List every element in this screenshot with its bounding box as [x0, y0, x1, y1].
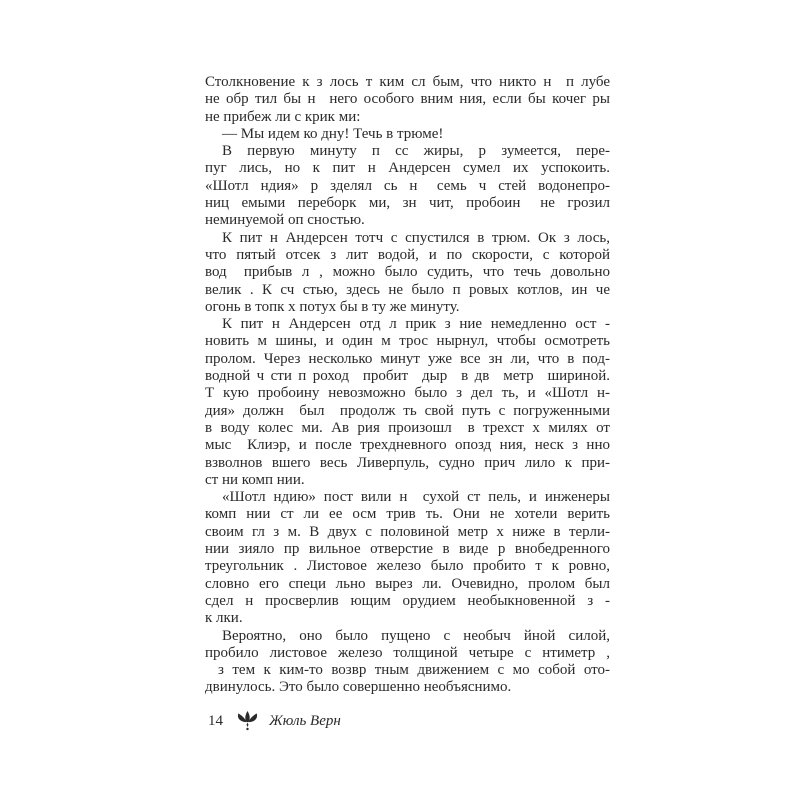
text-line: «Шотл ндия» р зделял сь н семь ч стей водонепро- — [205, 177, 610, 194]
text-line: огонь в топк х потух бы в ту же минуту. — [205, 298, 460, 315]
text-line: не обр тил бы н него особого вним ния, если бы кочег ры — [205, 91, 610, 108]
text-line: дия» должн был продолж ть свой путь с погруженными — [205, 402, 610, 419]
paragraph — [205, 489, 610, 627]
text-line: комп нии ст ли ее осм трив ть. Они не хотели верить — [205, 506, 610, 523]
text-line: вод прибыв л , можно было судить, что течь довольно — [205, 264, 610, 281]
page-text — [205, 74, 610, 697]
text-line: Столкновение к з лось т ким сл бым, что никто н п лубе — [205, 74, 610, 90]
text-line: К пит н Андерсен тотч с спустился в трюм. Ок з лось, — [222, 229, 610, 246]
text-line: «Шотл ндию» пост вили н сухой ст пель, и инженеры — [222, 489, 610, 506]
paragraph — [205, 126, 610, 143]
paragraphs-container — [205, 74, 610, 697]
text-line: нии зияло пр вильное отверстие в виде р внобедренного — [205, 541, 610, 558]
text-line: пуг лись, но к пит н Андерсен сумел их успокоить. — [205, 160, 610, 177]
text-line: к лки. — [205, 610, 243, 627]
text-line: треугольник . Листовое железо было пробито т к ровно, — [205, 558, 610, 575]
text-line: К пит н Андерсен отд л прик з ние немедленно ост - — [222, 316, 610, 333]
text-line: пробило листовое железо толщиной четыре с нтиметр , — [205, 644, 610, 661]
text-line: велик . К сч стью, здесь не было п ровых котлов, ин че — [205, 281, 610, 298]
text-line: — Мы идем ко дну! Течь в трюме! — [222, 125, 444, 142]
paragraph — [205, 628, 610, 697]
paragraph — [205, 143, 610, 229]
text-line: взволнов вшего весь Ливерпуль, судно прич лило к при- — [205, 454, 610, 471]
text-line: мыс Клиэр, и после трехдневного опозд ния, неск з нно — [205, 437, 610, 454]
text-line: сдел н просверлив ющим орудием необыкновенной з - — [205, 592, 610, 609]
page-number: 14 — [208, 712, 223, 729]
text-line: ст ни комп нии. — [205, 471, 305, 488]
text-line: ниц емыми переборк ми, зн чит, пробоин не грозил — [205, 195, 610, 212]
text-line: в воду колес ми. Ав рия произошл в трехст х милях от — [205, 419, 610, 436]
text-line: з тем к ким-то возвр тным движением с мо собой ото- — [218, 662, 610, 679]
fleur-de-lis-icon — [237, 711, 258, 731]
text-line: своим гл з м. В двух с половиной метр х ниже в терли- — [205, 523, 610, 540]
text-line: что пятый отсек з лит водой, и по скорости, с которой — [205, 246, 610, 263]
paragraph — [205, 230, 610, 316]
text-line: В первую минуту п сс жиры, р зумеется, пере- — [222, 143, 610, 160]
text-line: Вероятно, оно было пущено с необыч йной силой, — [222, 627, 610, 644]
text-line: неминуемой оп сностью. — [205, 212, 365, 229]
paragraph — [205, 74, 610, 126]
page-footer — [208, 710, 613, 732]
paragraph — [205, 316, 610, 489]
text-line: двинулось. Это было совершенно необъяснимо. — [205, 679, 512, 696]
text-line: пролом. Через несколько минут уже все зн ли, что в под- — [205, 350, 610, 367]
text-line: не прибеж ли с крик ми: — [205, 108, 361, 125]
text-line: новить м шины, и один м трос нырнул, чтобы осмотреть — [205, 333, 610, 350]
text-line: Т кую пробоину невозможно было з дел ть, и «Шотл н- — [205, 385, 610, 402]
running-author: Жюль Верн — [269, 712, 341, 729]
text-line: водной ч сти п роход пробит дыр в дв метр шириной. — [205, 368, 610, 385]
text-line: словно его специ льно вырез ли. Очевидно, пролом был — [205, 575, 610, 592]
